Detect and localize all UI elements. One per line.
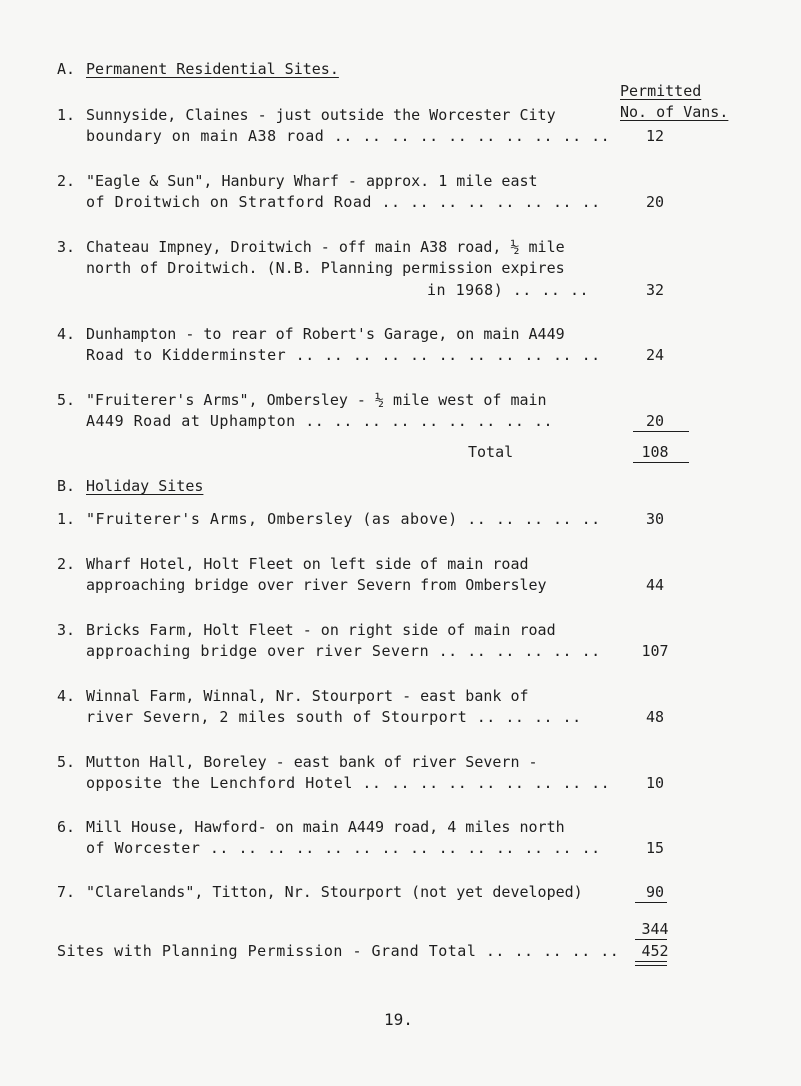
item-description-line: opposite the Lenchford Hotel .. .. .. .. .. .. .. .. .. — [86, 774, 611, 792]
item-description-line: A449 Road at Uphampton .. .. .. .. .. .. .. .. .. — [86, 412, 554, 430]
item-description-line: "Fruiterer's Arms", Ombersley - ½ mile west of main — [86, 391, 547, 409]
item-number: 6. — [57, 818, 76, 836]
item-value: 30 — [645, 510, 665, 528]
item-number: 4. — [57, 687, 76, 705]
item-value: 20 — [645, 412, 665, 430]
item-description-line: Road to Kidderminster .. .. .. .. .. .. .. .. .. .. .. — [86, 346, 601, 364]
item-value: 90 — [645, 883, 665, 901]
item-number: 2. — [57, 172, 76, 190]
item-description-line: Mutton Hall, Boreley - east bank of river Severn - — [86, 753, 538, 771]
item-description-line: Wharf Hotel, Holt Fleet on left side of main road — [86, 555, 529, 573]
section-b-heading: Holiday Sites — [86, 477, 204, 495]
item-description-line: Chateau Impney, Droitwich - off main A38 road, ½ mile — [86, 238, 565, 256]
section-a-letter: A. — [57, 60, 76, 78]
item-description-line: Bricks Farm, Holt Fleet - on right side of main road — [86, 621, 556, 639]
item-value: 107 — [641, 642, 669, 660]
item-value: 44 — [645, 576, 665, 594]
item-value: 15 — [645, 839, 665, 857]
item-description-line: of Droitwich on Stratford Road .. .. .. .. .. .. .. .. — [86, 193, 601, 211]
item-number: 2. — [57, 555, 76, 573]
grand-total-double-rule — [635, 961, 667, 966]
subtotal-rule — [635, 902, 667, 903]
total-label: Total — [468, 443, 514, 461]
item-value: 24 — [645, 346, 665, 364]
page-number: 19. — [384, 1010, 413, 1029]
item-number: 1. — [57, 106, 76, 124]
item-description-line: Sunnyside, Claines - just outside the Worcester City — [86, 106, 556, 124]
item-description-line: approaching bridge over river Severn .. .. .. .. .. .. — [86, 642, 601, 660]
item-description-line: approaching bridge over river Severn from Ombersley — [86, 576, 547, 594]
item-value: 20 — [645, 193, 665, 211]
item-description-line: Dunhampton - to rear of Robert's Garage, on main A449 — [86, 325, 565, 343]
item-value: 12 — [645, 127, 665, 145]
column-header-permitted: Permitted — [620, 82, 702, 100]
section-a-heading: Permanent Residential Sites. — [86, 60, 339, 78]
grand-total-value: 452 — [641, 942, 669, 960]
item-value: 32 — [645, 281, 665, 299]
section-b-letter: B. — [57, 477, 76, 495]
column-header-no-of-vans: No. of Vans. — [620, 103, 729, 121]
item-number: 7. — [57, 883, 76, 901]
section-b-subtotal: 344 — [641, 920, 669, 938]
total-rule — [633, 462, 689, 463]
item-description-line: of Worcester .. .. .. .. .. .. .. .. .. .. .. .. .. .. — [86, 839, 601, 857]
item-description-line: "Fruiterer's Arms, Ombersley (as above) .. .. .. .. .. — [86, 510, 601, 528]
total-value: 108 — [641, 443, 669, 461]
item-number: 4. — [57, 325, 76, 343]
item-description-line: river Severn, 2 miles south of Stourport .. .. .. .. — [86, 708, 582, 726]
item-value: 10 — [645, 774, 665, 792]
item-description-line: Mill House, Hawford- on main A449 road, 4 miles north — [86, 818, 565, 836]
item-description-line: in 1968) .. .. .. — [427, 281, 590, 299]
item-number: 3. — [57, 238, 76, 256]
item-number: 5. — [57, 753, 76, 771]
item-number: 5. — [57, 391, 76, 409]
grand-total-label: Sites with Planning Permission - Grand Total .. .. .. .. .. — [57, 942, 620, 960]
item-value: 48 — [645, 708, 665, 726]
item-description-line: boundary on main A38 road .. .. .. .. .. .. .. .. .. .. — [86, 127, 611, 145]
item-description-line: "Eagle & Sun", Hanbury Wharf - approx. 1 mile east — [86, 172, 538, 190]
item-description-line: north of Droitwich. (N.B. Planning permission expires — [86, 259, 565, 277]
subtotal-rule — [635, 939, 667, 940]
subtotal-rule — [633, 431, 689, 432]
item-number: 1. — [57, 510, 76, 528]
item-number: 3. — [57, 621, 76, 639]
item-description-line: Winnal Farm, Winnal, Nr. Stourport - east bank of — [86, 687, 529, 705]
item-description-line: "Clarelands", Titton, Nr. Stourport (not yet developed) — [86, 883, 583, 901]
